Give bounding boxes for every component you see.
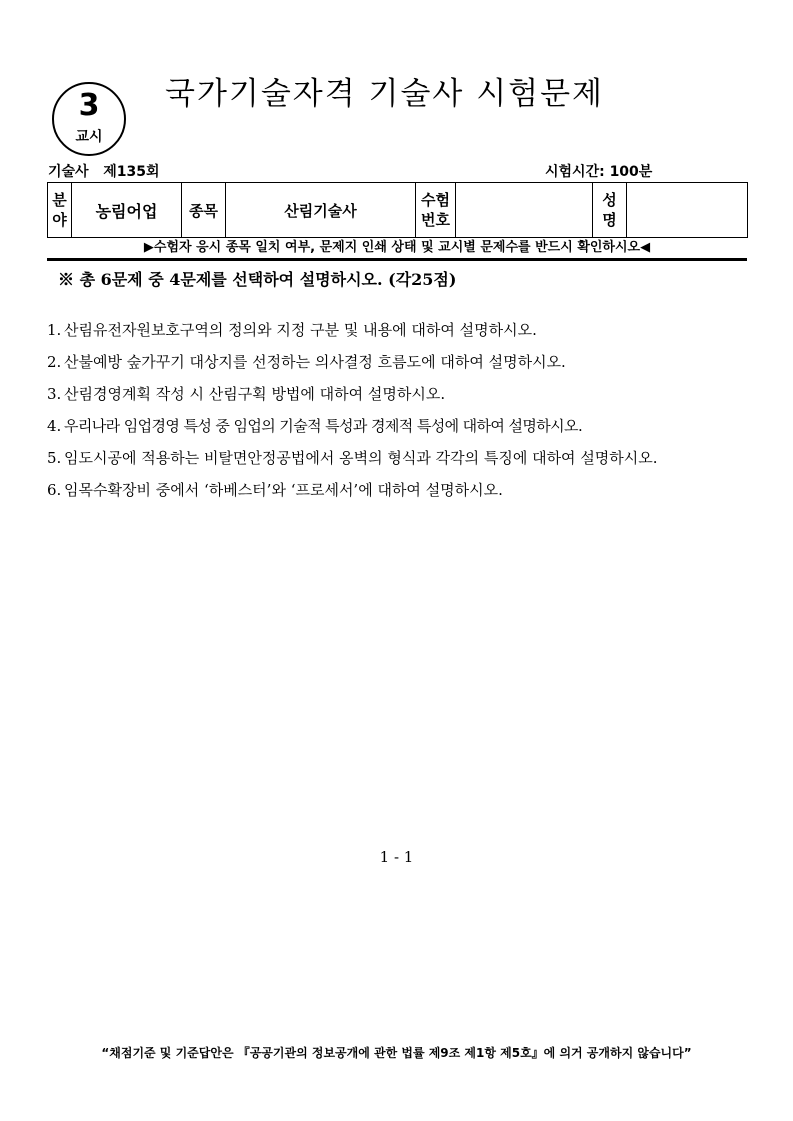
question-item — [47, 474, 752, 506]
header-divider — [47, 258, 747, 261]
field-label-cell — [48, 183, 72, 238]
footer-disclaimer: “채점기준 및 기준답안은 『공공기관의 정보공개에 관한 법률 제9조 제1항 제5호』에 의거 공개하지 않습니다” — [101, 1046, 692, 1060]
question-number: 2. — [47, 353, 62, 371]
question-text: 산불예방 숲가꾸기 대상지를 선정하는 의사결정 흐름도에 대하여 설명하시오. — [64, 353, 566, 371]
question-item — [47, 442, 752, 474]
instruction-text: ※ 총 6문제 중 4문제를 선택하여 설명하시오. (각25점) — [58, 270, 457, 289]
check-notice: ▶수험자 응시 종목 일치 여부, 문제지 인쇄 상태 및 교시별 문제수를 반드시 확인하시오◀ — [143, 240, 651, 255]
question-text: 임목수확장비 중에서 ‘하베스터’와 ‘프로세서’에 대하여 설명하시오. — [64, 481, 503, 499]
question-text: 임도시공에 적용하는 비탈면안정공법에서 옹벽의 형식과 각각의 특징에 대하여 설명하시오. — [64, 449, 658, 467]
question-number: 5. — [47, 449, 62, 467]
category-label-cell: 종목 — [182, 183, 226, 238]
name-label-bottom: 명 — [602, 211, 617, 229]
exam-info-table — [47, 182, 748, 238]
question-number: 4. — [47, 417, 62, 435]
name-label-cell — [593, 183, 627, 238]
question-item — [47, 410, 752, 442]
name-field[interactable] — [627, 183, 748, 238]
field-value-cell: 농림어업 — [72, 183, 182, 238]
question-text: 우리나라 임업경영 특성 중 임업의 기술적 특성과 경제적 특성에 대하여 설명하시오. — [64, 417, 583, 435]
question-text: 산림유전자원보호구역의 정의와 지정 구분 및 내용에 대하여 설명하시오. — [64, 321, 537, 339]
question-item — [47, 378, 752, 410]
session-badge — [52, 82, 126, 156]
question-text: 산림경영계획 작성 시 산림구획 방법에 대하여 설명하시오. — [64, 385, 446, 403]
page-number: 1 - 1 — [379, 848, 414, 866]
session-number: 3 — [78, 88, 100, 123]
exam-number-field[interactable] — [456, 183, 593, 238]
question-item — [47, 346, 752, 378]
question-list — [47, 314, 752, 506]
exam-time-label: 시험시간: 100분 — [545, 164, 653, 180]
exam-number-label-bottom: 번호 — [421, 211, 450, 229]
session-label: 교시 — [75, 129, 103, 145]
field-label-bottom: 야 — [52, 211, 67, 229]
field-label-top: 분 — [52, 191, 67, 209]
question-number: 3. — [47, 385, 62, 403]
page-title: 국가기술자격 기술사 시험문제 — [165, 76, 605, 112]
exam-number-label-cell — [416, 183, 456, 238]
exam-number-label-top: 수험 — [421, 191, 450, 209]
question-number: 6. — [47, 481, 62, 499]
category-value-cell: 산림기술사 — [226, 183, 416, 238]
name-label-top: 성 — [602, 191, 617, 209]
exam-round-label: 기술사 제135회 — [48, 164, 160, 180]
question-number: 1. — [47, 321, 62, 339]
question-item — [47, 314, 752, 346]
